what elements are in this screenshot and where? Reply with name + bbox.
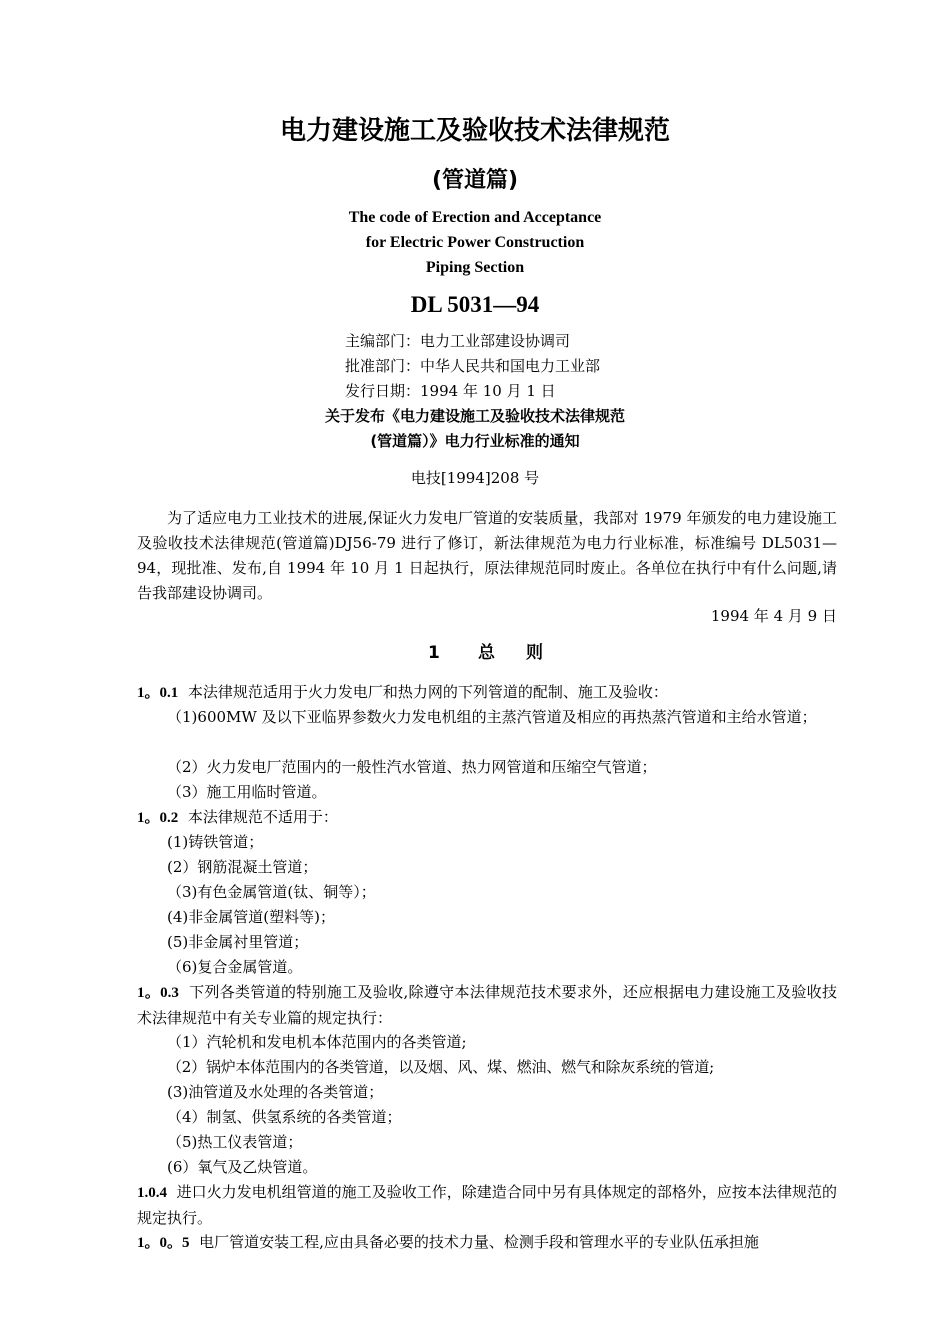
- clause-1-0-4: [137, 1180, 837, 1231]
- english-title-line: for Electric Power Construction: [365, 234, 585, 251]
- clause-1-0-3: [137, 980, 837, 1031]
- list-item: （4）制氢、供氢系统的各类管道；: [167, 1108, 402, 1126]
- list-item: （5)热工仪表管道；: [167, 1133, 303, 1151]
- list-item: (3)油管道及水处理的各类管道；: [167, 1083, 384, 1101]
- notice-body: 为了适应电力工业技术的进展,保证火力发电厂管道的安装质量，我部对 1979 年颁发的电力建设施工及验收技术法律规范(管道篇)DJ56-79 进行了修订，新法律规范为电力行业标准，标准编号 DL5031—94，现批准、发布,自 1994 年 10 月 1 日起执行，原法律规范同时废止。各单位在执行中有什么问题,请告我部建设协调司。: [137, 509, 837, 602]
- standard-number: DL 5031—94: [410, 292, 540, 317]
- english-title-line: The code of Erection and Acceptance: [348, 209, 602, 226]
- clause-text: 电厂管道安装工程,应由具备必要的技术力量、检测手段和管理水平的专业队伍承担施: [199, 1233, 759, 1251]
- clause-number: 1。0.2: [137, 810, 179, 826]
- document-subtitle: (管道篇): [431, 168, 519, 193]
- notice-title-line: 关于发布《电力建设施工及验收技术法律规范: [324, 407, 625, 425]
- list-item: （1）汽轮机和发电机本体范围内的各类管道;: [167, 1033, 467, 1051]
- list-item: （2）火力发电厂范围内的一般性汽水管道、热力网管道和压缩空气管道；: [167, 758, 657, 776]
- clause-text: 本法律规范不适用于：: [187, 808, 338, 826]
- list-item: （1)600MW 及以下亚临界参数火力发电机组的主蒸汽管道及相应的再热蒸汽管道和主给水管道；: [167, 708, 817, 726]
- chapter-title-char: 则: [526, 643, 543, 663]
- clause-number: 1。0.1: [137, 685, 179, 701]
- list-item: (4)非金属管道(塑料等)；: [167, 908, 335, 926]
- list-item: （2）锅炉本体范围内的各类管道，以及烟、风、煤、燃油、燃气和除灰系统的管道;: [167, 1058, 715, 1076]
- clause-text: 进口火力发电机组管道的施工及验收工作，除建造合同中另有具体规定的部格外，应按本法律规范的规定执行。: [137, 1183, 837, 1227]
- editor-department: 主编部门：电力工业部建设协调司: [345, 332, 571, 350]
- clause-1-0-2: [137, 805, 837, 831]
- clause-1-0-1: [137, 680, 837, 706]
- clause-number: 1.0.4: [137, 1185, 167, 1201]
- clause-text: 本法律规范适用于火力发电厂和热力网的下列管道的配制、施工及验收：: [187, 683, 668, 701]
- list-item: (1)铸铁管道；: [167, 833, 264, 851]
- list-item: （6)复合金属管道。: [167, 958, 303, 976]
- clause-number: 1。0。5: [137, 1235, 190, 1251]
- issue-date: 发行日期：1994 年 10 月 1 日: [345, 382, 556, 400]
- english-title-line: Piping Section: [425, 259, 525, 276]
- list-item: (6）氧气及乙炔管道。: [167, 1158, 318, 1176]
- approval-department: 批准部门：中华人民共和国电力工业部: [345, 357, 601, 375]
- document-number: 电技[1994]208 号: [410, 469, 540, 487]
- chapter-number: 1: [428, 643, 440, 663]
- notice-title-line: (管道篇）》电力行业标准的通知: [370, 432, 580, 450]
- notice-date: 1994 年 4 月 9 日: [710, 607, 837, 625]
- clause-text: 下列各类管道的特别施工及验收,除遵守本法律规范技术要求外，还应根据电力建设施工及验收技术法律规范中有关专业篇的规定执行：: [137, 983, 837, 1027]
- clause-number: 1。0.3: [137, 985, 179, 1001]
- list-item: （3）施工用临时管道。: [167, 783, 327, 801]
- chapter-title-char: 总: [478, 643, 495, 663]
- list-item: (2）钢筋混凝土管道；: [167, 858, 318, 876]
- document-title: 电力建设施工及验收技术法律规范: [279, 116, 670, 146]
- list-item: （3)有色金属管道(钛、铜等）；: [167, 883, 376, 901]
- list-item: (5)非金属衬里管道；: [167, 933, 309, 951]
- clause-1-0-5: [137, 1230, 837, 1256]
